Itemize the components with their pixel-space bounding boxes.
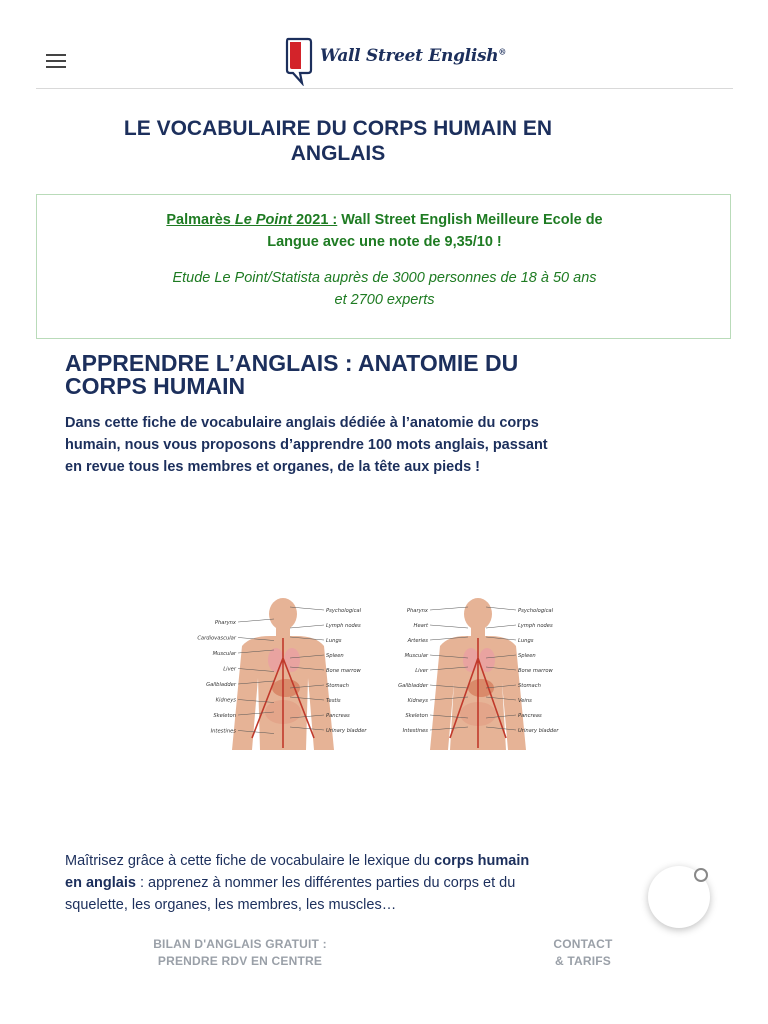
site-header [0,0,768,88]
anatomy-label: Lymph nodes [518,623,553,629]
label-leader-line [290,625,324,628]
anatomy-label: Kidneys [215,697,236,704]
intro-text: Dans cette fiche de vocabulaire anglais dédiée à l’anatomie du corps humain, nous vous proposons d’apprendre 100 mots anglais, passant en revue tous les membres et organes, de la tête aux pieds ! [65,415,548,475]
anatomy-label: Intestines [402,728,428,734]
anatomy-label: Urinary bladder [518,728,559,734]
free-english-test-link[interactable]: BILAN D'ANGLAIS GRATUIT : PRENDRE RDV EN CENTRE [153,937,327,968]
anatomy-label: Psychological [518,608,554,614]
anatomy-label: Intestines [210,728,236,735]
chat-status-dot [694,868,708,882]
anatomy-label: Muscular [212,651,236,657]
contact-pricing-link[interactable]: CONTACT & TARIFS [553,937,613,968]
anatomy-label: Heart [413,623,428,629]
anatomy-label: Skeleton [213,713,236,719]
anatomy-label: Skeleton [405,713,428,719]
logo-text: Wall Street English® [320,46,507,66]
anatomy-label: Gallbladder [398,683,428,689]
chat-launcher-icon[interactable] [648,866,710,928]
anatomy-label: Pharynx [406,608,428,614]
anatomy-label: Gallbladder [206,682,236,688]
anatomy-label: Urinary bladder [326,728,367,734]
anatomy-label: Lungs [518,638,534,644]
label-leader-line [430,625,468,628]
award-banner [36,194,731,339]
hamburger-menu-icon[interactable] [46,54,66,68]
award-study-note: Etude Le Point/Statista auprès de 3000 personnes de 18 à 50 ans et 2700 experts [172,270,597,308]
anatomy-label: Bone marrow [518,668,553,674]
anatomy-label: Spleen [326,653,344,659]
label-leader-line [486,625,516,628]
wall-street-english-logo[interactable] [284,36,507,88]
award-link[interactable]: Palmarès Le Point 2021 : [166,212,338,228]
anatomy-label: Pancreas [326,713,350,719]
header-divider [36,88,733,89]
label-leader-line [238,619,274,622]
anatomy-label: Liver [223,666,236,673]
label-leader-line [430,607,468,610]
anatomy-label: Lymph nodes [326,623,361,629]
male-body-figure [232,598,334,750]
anatomy-label: Muscular [404,653,428,659]
body-paragraph: Maîtrisez grâce à cette fiche de vocabulaire le lexique du corps humain en anglais : apprenez à nommer les différentes parties du corps et du squelette, les organes, les membres, les muscles… [65,853,530,913]
anatomy-illustration [190,598,580,750]
anatomy-label: Stomach [518,683,541,689]
award-headline: Palmarès Le Point 2021 : Wall Street English Meilleure Ecole de Langue avec une note de 9,35/10 ! [166,212,603,250]
anatomy-label: Psychological [326,608,362,614]
anatomy-label: Arteries [407,638,428,644]
anatomy-label: Liver [415,668,428,674]
page-title: LE VOCABULAIRE DU CORPS HUMAIN EN ANGLAIS [123,117,553,165]
speech-bubble-logo-icon [284,36,314,86]
anatomy-label: Veins [518,698,532,704]
anatomy-label: Testis [326,698,341,704]
anatomy-label: Pharynx [214,620,236,626]
anatomy-label: Spleen [518,653,536,659]
anatomy-label: Kidneys [407,698,428,704]
anatomy-label: Stomach [326,683,349,689]
section-title: APPRENDRE L’ANGLAIS : ANATOMIE DU CORPS HUMAIN [65,350,519,399]
anatomy-label: Lungs [326,638,342,644]
female-body-figure [430,598,526,750]
anatomy-label: Bone marrow [326,668,361,674]
anatomy-label: Pancreas [518,713,542,719]
anatomy-label: Cardiovascular [197,635,236,642]
